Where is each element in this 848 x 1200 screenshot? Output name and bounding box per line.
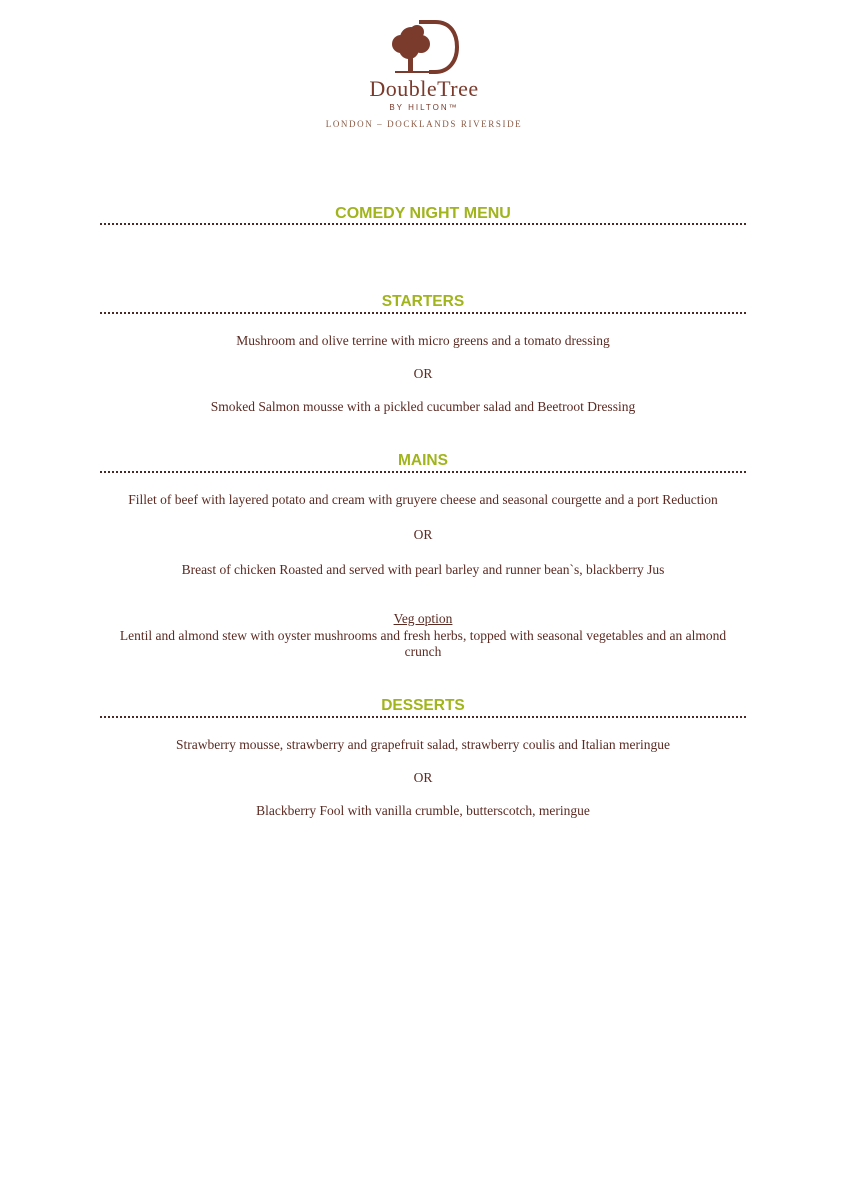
mains-heading: MAINS <box>398 452 448 469</box>
desserts-divider <box>100 716 746 718</box>
tree-d-logo-icon <box>389 18 459 76</box>
dessert-item-2: Blackberry Fool with vanilla crumble, butterscotch, meringue <box>256 803 590 818</box>
starter-or: OR <box>413 366 433 381</box>
hotel-logo <box>0 18 848 129</box>
veg-option-label-row <box>100 611 746 627</box>
starters-heading: STARTERS <box>381 293 465 310</box>
hotel-location: LONDON – DOCKLANDS RIVERSIDE <box>325 119 523 129</box>
dessert-item-1: Strawberry mousse, strawberry and grapefruit salad, strawberry coulis and Italian meringue <box>175 737 671 752</box>
main-or: OR <box>413 527 433 542</box>
dessert-or: OR <box>413 770 433 785</box>
starters-divider <box>100 312 746 314</box>
starter-item-2: Smoked Salmon mousse with a pickled cucumber salad and Beetroot Dressing <box>210 399 636 414</box>
menu-title: COMEDY NIGHT MENU <box>335 205 511 222</box>
mains-divider <box>100 471 746 473</box>
starter-item-1: Mushroom and olive terrine with micro greens and a tomato dressing <box>236 333 610 348</box>
title-divider <box>100 223 746 225</box>
main-item-2: Breast of chicken Roasted and served with pearl barley and runner bean`s, blackberry Jus <box>181 562 665 577</box>
veg-option-label: Veg option <box>393 611 453 626</box>
main-item-1: Fillet of beef with layered potato and cream with gruyere cheese and seasonal courgette and a port Reduction <box>128 492 718 507</box>
brand-subtitle: BY HILTON™ <box>389 103 459 112</box>
brand-name: DoubleTree <box>369 76 479 101</box>
desserts-heading: DESSERTS <box>381 697 465 714</box>
veg-option-item: Lentil and almond stew with oyster mushrooms and fresh herbs, topped with seasonal vegetables and an almond crunch <box>119 628 727 659</box>
